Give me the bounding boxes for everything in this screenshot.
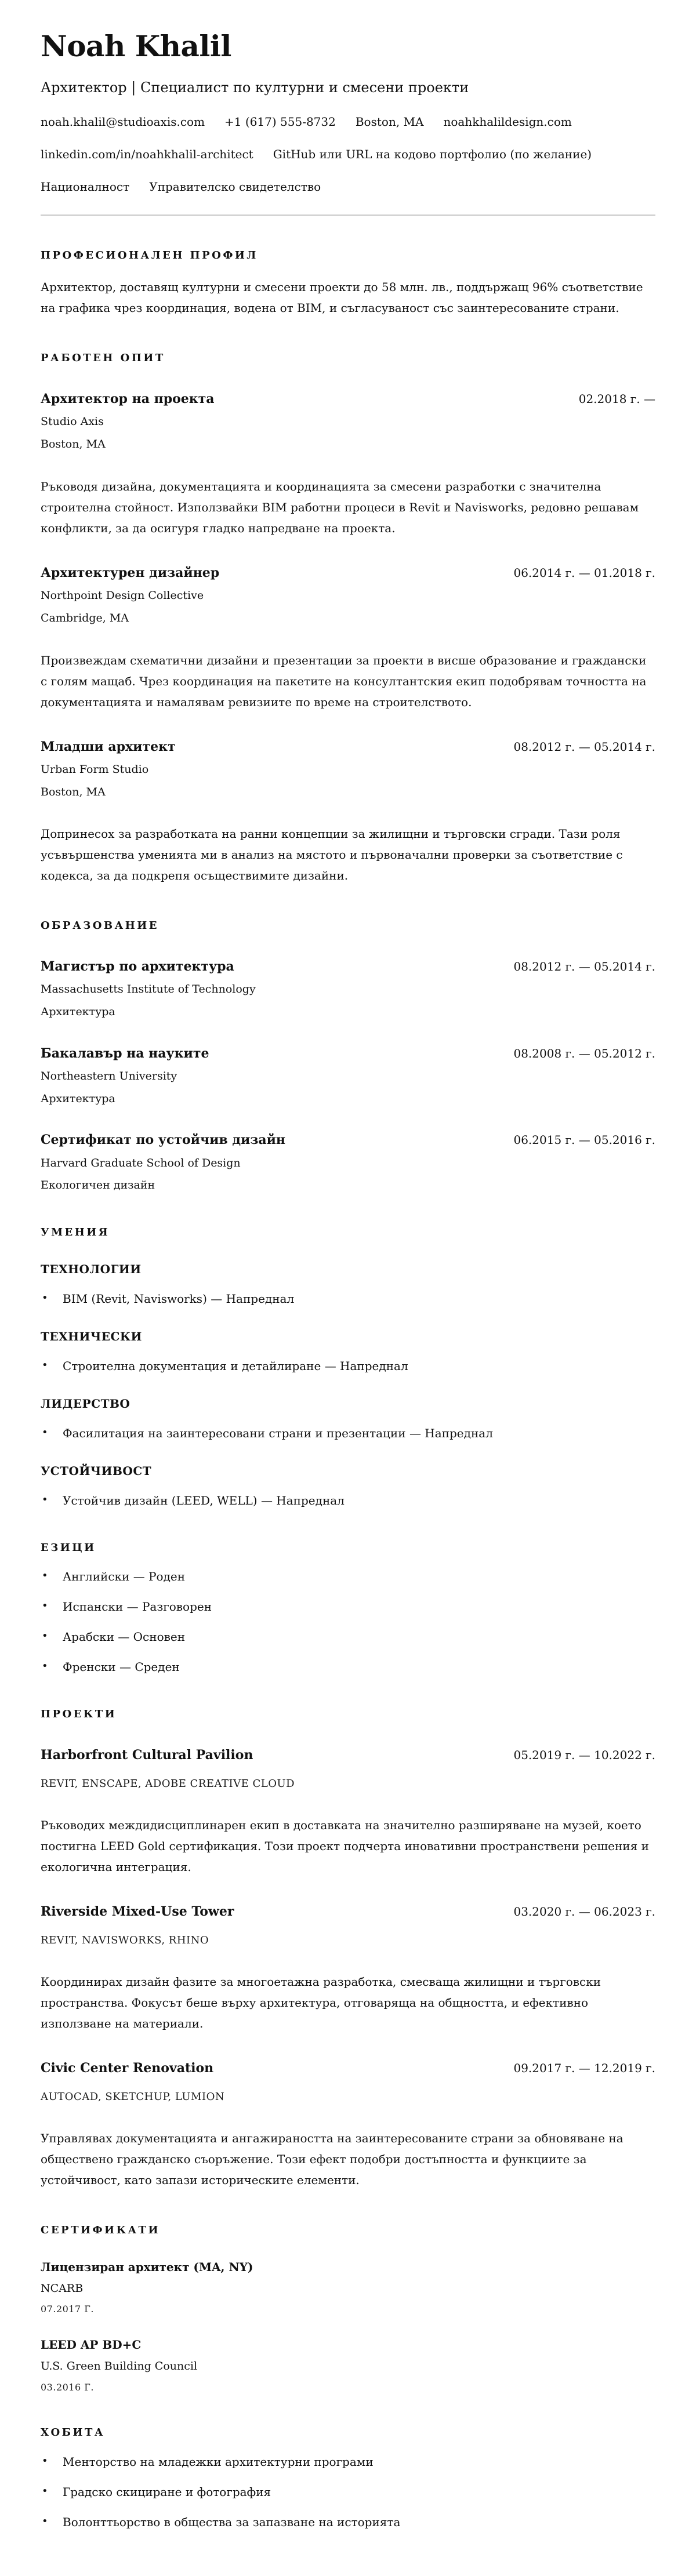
section-heading-certificates: СЕРТИФИКАТИ	[41, 2223, 161, 2236]
section-heading-experience: РАБОТЕН ОПИТ	[41, 352, 165, 365]
contact-row-misc	[41, 180, 655, 194]
project-dates: 05.2019 г. — 10.2022 г.	[513, 1747, 655, 1762]
job-description: Допринесох за разработката на ранни концепции за жилищни и търговски сгради. Тази роля усъвършенства уменията ми в анализ на мястото и първоначални проверки за съответствие с кодекса, за да подкрепя осъществимите дизайни.	[41, 827, 623, 883]
skill-item: • BIM (Revit, Navisworks) — Напреднал	[41, 1292, 655, 1306]
section-languages	[41, 1542, 655, 1675]
language-item: • Английски — Роден	[41, 1569, 655, 1584]
skill-item: • Строителна документация и детайлиране — Напреднал	[41, 1359, 655, 1374]
person-title: Архитектор | Специалист по културни и смесени проекти	[41, 79, 469, 96]
field-of-study: Архитектура	[41, 1092, 115, 1105]
nationality-text: Националност	[41, 179, 130, 194]
education-entry	[41, 959, 655, 1019]
phone-text: +1 (617) 555-8732	[224, 114, 336, 129]
skills-list	[41, 1359, 655, 1374]
project-title: Riverside Mixed-Use Tower	[41, 1903, 234, 1919]
job-dates: 06.2014 г. — 01.2018 г.	[513, 565, 655, 580]
certificate-issuer: NCARB	[41, 2281, 84, 2295]
contact-row-primary	[41, 115, 655, 129]
school-name: Massachusetts Institute of Technology	[41, 983, 256, 996]
job-description: Произвеждам схематични дизайни и презентации за проекти в висше образование и граждански с голям мащаб. Чрез координация на пакетите на консултантския екип подобрявам точността на документацията и намалявам ревизиите по време на строителството.	[41, 653, 647, 709]
project-header	[41, 1747, 655, 1763]
certificate-name: LEED AP BD+C	[41, 2338, 142, 2352]
certificate-date: 07.2017 Г.	[41, 2303, 94, 2315]
skills-group-title: ЛИДЕРСТВО	[41, 1396, 130, 1411]
job-title: Архитектурен дизайнер	[41, 565, 220, 580]
skills-group-title: ТЕХНОЛОГИИ	[41, 1262, 142, 1276]
project-entry	[41, 2061, 655, 2190]
section-certificates	[41, 2224, 655, 2393]
hobby-item: • Менторство на младежки архитектурни програми	[41, 2455, 655, 2469]
school-name: Northeastern University	[41, 1070, 177, 1083]
project-entry	[41, 1747, 655, 1877]
job-location: Cambridge, MA	[41, 611, 129, 624]
education-dates: 06.2015 г. — 05.2016 г.	[513, 1133, 655, 1147]
hobby-item: • Волонттьорство в общества за запазване на историята	[41, 2515, 655, 2530]
job-entry	[41, 565, 655, 713]
language-item: • Испански — Разговорен	[41, 1600, 655, 1614]
job-location: Boston, MA	[41, 785, 106, 798]
job-dates: 02.2018 г. —	[578, 391, 655, 406]
project-description: Управлявах документацията и ангажираността на заинтересованите страни за обновяване на обществено гражданско съоръжение. Този ефект подобри достъпността и функциите за устойчивост, като запази историческите елементи.	[41, 2131, 624, 2187]
languages-list	[41, 1569, 655, 1674]
education-header	[41, 1046, 655, 1061]
profile-summary: Архитектор, доставящ културни и смесени проекти до 58 млн. лв., поддържащ 96% съответствие на графика чрез координация, водена от BIM, и съгласуваност със заинтересованите страни.	[41, 280, 643, 315]
section-hobbies	[41, 2426, 655, 2530]
skill-item: • Устойчив дизайн (LEED, WELL) — Напреднал	[41, 1494, 655, 1508]
degree-title: Сертификат по устойчив дизайн	[41, 1132, 286, 1148]
job-entry	[41, 739, 655, 886]
project-description: Ръководих междидисциплинарен екип в доставката на значително разширяване на музей, което постигна LEED Gold сертификация. Този проект подчерта иновативни пространствени решения и екологична интеграция.	[41, 1818, 649, 1874]
job-header	[41, 739, 655, 754]
education-dates: 08.2008 г. — 05.2012 г.	[513, 1046, 655, 1060]
job-entry	[41, 391, 655, 539]
job-company: Northpoint Design Collective	[41, 589, 204, 602]
job-company: Studio Axis	[41, 415, 104, 428]
license-text: Управителско свидетелство	[149, 179, 321, 194]
education-entry	[41, 1132, 655, 1193]
project-dates: 03.2020 г. — 06.2023 г.	[513, 1904, 655, 1919]
resume-header	[41, 30, 655, 216]
website-text: noahkhalildesign.com	[443, 114, 572, 129]
job-title: Младши архитект	[41, 739, 176, 754]
project-dates: 09.2017 г. — 12.2019 г.	[513, 2061, 655, 2075]
hobbies-list	[41, 2455, 655, 2530]
project-tools: AUTOCAD, SKETCHUP, LUMION	[41, 2091, 225, 2103]
skills-group-title: УСТОЙЧИВОСТ	[41, 1463, 152, 1478]
section-heading-skills: УМЕНИЯ	[41, 1226, 110, 1239]
job-dates: 08.2012 г. — 05.2014 г.	[513, 739, 655, 754]
skill-item: • Фасилитация на заинтересовани страни и презентации — Напреднал	[41, 1426, 655, 1441]
field-of-study: Екологичен дизайн	[41, 1179, 155, 1192]
project-header	[41, 1904, 655, 1919]
hobby-item: • Градско скициране и фотография	[41, 2485, 655, 2499]
degree-title: Бакалавър на науките	[41, 1045, 209, 1061]
field-of-study: Архитектура	[41, 1005, 115, 1018]
skills-group-title: ТЕХНИЧЕСКИ	[41, 1329, 142, 1343]
section-heading-projects: ПРОЕКТИ	[41, 1708, 117, 1721]
job-description: Ръководя дизайна, документацията и координацията за смесени разработки с значителна строителна стойност. Използвайки BIM работни процеси в Revit и Navisworks, редовно решавам конфликти, за да осигуря гладко напредване на проекта.	[41, 479, 639, 535]
education-header	[41, 959, 655, 974]
education-header	[41, 1132, 655, 1147]
project-tools: REVIT, NAVISWORKS, RHINO	[41, 1934, 209, 1947]
section-projects	[41, 1708, 655, 2190]
skills-list	[41, 1494, 655, 1508]
section-education	[41, 920, 655, 1193]
location-text: Boston, MA	[355, 114, 424, 129]
job-header	[41, 391, 655, 406]
header-divider	[41, 215, 655, 216]
certificate-date: 03.2016 Г.	[41, 2382, 94, 2393]
job-location: Boston, MA	[41, 438, 106, 451]
section-profile	[41, 249, 655, 319]
skills-list	[41, 1292, 655, 1306]
job-title: Архитектор на проекта	[41, 391, 215, 406]
language-item: • Арабски — Основен	[41, 1630, 655, 1644]
contact-row-links	[41, 147, 655, 161]
degree-title: Магистър по архитектура	[41, 958, 234, 974]
education-entry	[41, 1046, 655, 1106]
certificate-issuer: U.S. Green Building Council	[41, 2360, 198, 2373]
linkedin-text: linkedin.com/in/noahkhalil-architect	[41, 147, 253, 161]
certificate-entry	[41, 2338, 655, 2393]
section-heading-profile: ПРОФЕСИОНАЛЕН ПРОФИЛ	[41, 249, 258, 261]
project-tools: REVIT, ENSCAPE, ADOBE CREATIVE CLOUD	[41, 1778, 295, 1790]
certificate-entry	[41, 2260, 655, 2315]
school-name: Harvard Graduate School of Design	[41, 1156, 241, 1169]
section-skills	[41, 1226, 655, 1508]
project-title: Harborfront Cultural Pavilion	[41, 1747, 253, 1763]
person-name: Noah Khalil	[41, 29, 231, 63]
project-description: Координирах дизайн фазите за многоетажна разработка, смесваща жилищни и търговски пространства. Фокусът беше върху архитектура, отговаряща на общността, и ефективно използване на материали.	[41, 1974, 601, 2030]
job-header	[41, 565, 655, 580]
skills-list	[41, 1426, 655, 1441]
portfolio-placeholder-text: GitHub или URL на кодово портфолио (по желание)	[273, 147, 592, 161]
section-heading-languages: ЕЗИЦИ	[41, 1541, 96, 1554]
certificate-name: Лицензиран архитект (MA, NY)	[41, 2259, 253, 2274]
education-dates: 08.2012 г. — 05.2014 г.	[513, 959, 655, 973]
section-experience	[41, 352, 655, 886]
project-title: Civic Center Renovation	[41, 2060, 214, 2076]
language-item: • Френски — Среден	[41, 1660, 655, 1674]
section-heading-hobbies: ХОБИТА	[41, 2426, 106, 2439]
job-company: Urban Form Studio	[41, 762, 149, 776]
project-entry	[41, 1904, 655, 2034]
project-header	[41, 2061, 655, 2076]
email-text: noah.khalil@studioaxis.com	[41, 114, 205, 129]
section-heading-education: ОБРАЗОВАНИЕ	[41, 920, 160, 932]
